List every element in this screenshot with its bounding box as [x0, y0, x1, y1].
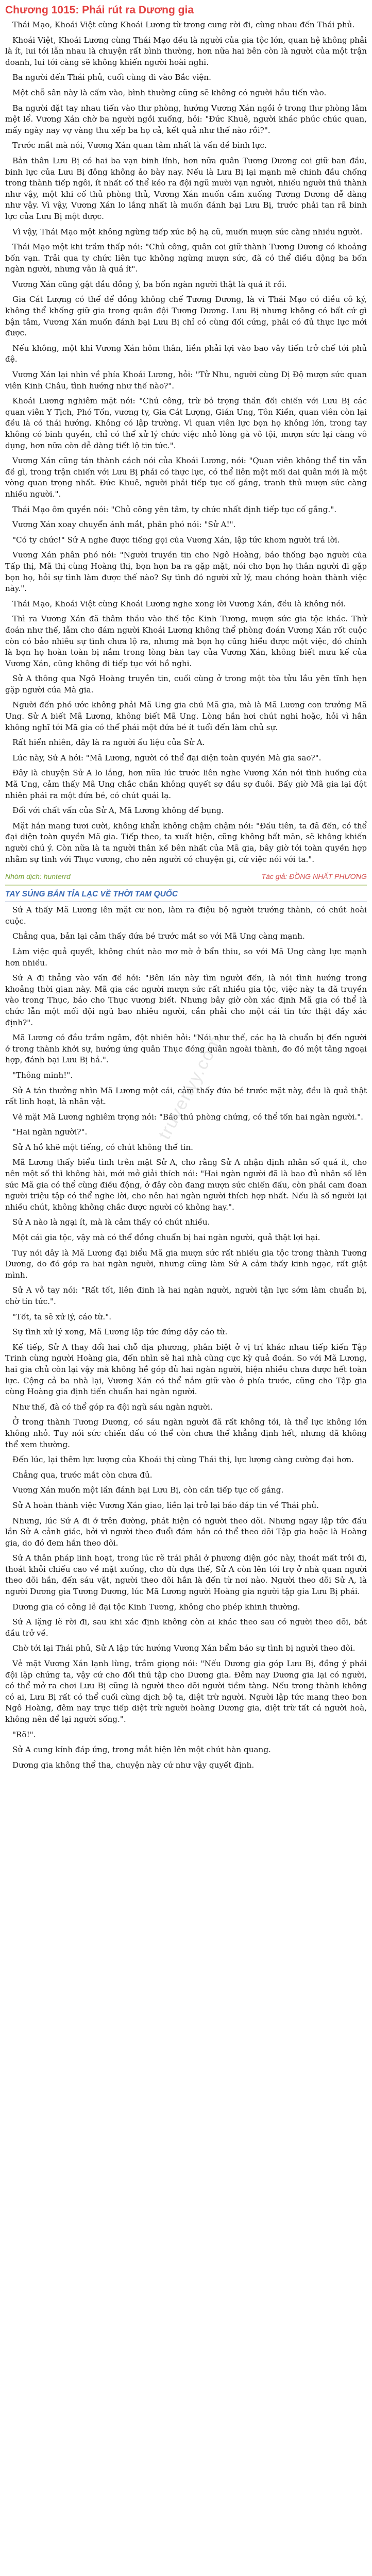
- paragraph: Rất hiển nhiên, đây là ra người ấu liệu của Sử A.: [12, 738, 205, 748]
- paragraph: "Hai ngàn người?".: [12, 1127, 88, 1137]
- paragraph: Vương Xán muốn một lần đánh bại Lưu Bị, còn cần tiếp tục cố gắng.: [12, 1485, 284, 1495]
- paragraph: Mã Lương có đầu trầm ngâm, đột nhiên hỏi: "Nói như thế, các hạ là chuẩn bị đến người ở trong thành khởi sự, hướng ứng quân Thục đóng quân ngoài thành, đo đó một tâng ngoại hợp, đánh bại Lưu Bị hả.".: [5, 1033, 367, 1065]
- paragraph: Sử A vỗ tay nói: "Rất tốt, liên đinh là hai ngàn người, người tận lực sớm làm chuẩn bị, chờ tín tức.".: [5, 1285, 367, 1306]
- paragraph: Vương Xán cũng gật đầu đồng ý, ba bốn ngàn người thật là quá ít rồi.: [12, 279, 287, 289]
- paragraph: Sử A hồ khẽ một tiếng, có chút không thể tin.: [12, 1142, 194, 1152]
- paragraph: Người đến phó ước không phải Mã Ung gia chủ Mã gia, mà là Mã Lương con trưởng Mã Ung. Sử A biết Mã Lương, không biết Mã Ung. Lòng hắn hơi chút nghi hoặc, hỏi vì hắn không nghĩ tới Mã gia có thể phái một đứa bé ít tuổi đến làm chủ sự.: [5, 700, 367, 732]
- paragraph: "Thông minh!".: [12, 1070, 73, 1080]
- paragraph: Mặt hắn mang tươi cười, không khẩn không chậm chậm nói: "Đầu tiên, ta đã đến, có thể đại diện toàn quyền Mã gia. Tiếp theo, ta xuất hiện, cũng không bất mãn, sẽ không khiến người chú ý. Còn nữa là ta người thân kề bên nhất của Mã gia, bây giờ tới toàn quyền hợp nhằm sự tình với Thục vương, cho nên người có chuyện gì, cứ việc nói với ta.".: [5, 821, 367, 864]
- paragraph: Chẳng qua, trước mắt còn chưa đủ.: [12, 1470, 153, 1480]
- paragraph: Đối với chất vấn của Sử A, Mã Lương không để bụng.: [12, 806, 224, 816]
- paragraph: Làm việc quả quyết, không chút nào mơ mờ ở bẩn thiu, so với Mã Ung càng lực mạnh hơn nhiều.: [5, 946, 367, 968]
- paragraph: Thì ra Vương Xán đã thâm thầu vào thế tộc Kinh Tương, mượn sức gia tộc khác. Thử đoán như thế, lẫm cho đám người Khoái Lương không thể phòng đoán Vương Xán rốt cuộc còn có bảo nhiêu sự tình chưa lộ ra, nhưng mà bọn họ cũng hiểu được một việc, đó chính là bọn họ hoàn toàn bị nắm trong lòng bàn tay của Vương Xán, không biết mưu kế của Vương Xán, cũng không đi tiếp tục với hồ nghi.: [5, 614, 367, 668]
- paragraph: Sử A lặng lẽ rời đi, sau khi xác định không còn ai khác theo sau có người theo dõi, bắt đầu trở về.: [5, 1617, 367, 1638]
- paragraph: Tuy nói dây là Mã Lương đại biểu Mã gia mượn sức rất nhiều gia tộc trong thành Tương Dương, do đó góp ra hai ngàn người, nhưng cũng làm Sử A cảm thấy kinh ngạc, rất giật mình.: [5, 1248, 367, 1280]
- paragraph: Sử A tán thưởng nhìn Mã Lương một cái, cảm thấy đứa bé trước mặt này, đều là quả thật rất linh hoạt, là nhân vật.: [5, 1086, 367, 1107]
- paragraph: Thái Mạo, Khoái Việt cùng Khoái Lương nghe xong lời Vương Xán, đều là không nói.: [12, 599, 346, 608]
- paragraph: Lúc này, Sử A hỏi: "Mã Lương, người có thể đại diện toàn quyền Mã gia sao?".: [12, 753, 322, 762]
- paragraph: Mã Lương thấy biểu tình trên mặt Sử A, cho rằng Sử A nhận định nhân số quá ít, cho nên một số thì không hài, mới mở giải thích nói: "Hai ngàn người đã là bao đủ nhân số lên sức Mã gia có thể cùng điều động, ở đây còn đang mượn sức chiến đấu, còn phải cam đoan người triệu tập có thể nghe lời, cho nên hai ngàn người thích hợp nhất. Nếu là số người lại nhiều chút, không không chắc được người có không hay.".: [5, 1158, 367, 1212]
- paragraph: Vương Xán xoay chuyển ánh mắt, phân phó nói: "Sử A!".: [12, 520, 236, 530]
- paragraph: Sử A hoàn thành việc Vương Xán giao, liền lại trở lại báo đáp tin về Thái phủ.: [12, 1500, 319, 1510]
- paragraph: Vương Xán lại nhìn về phía Khoái Lương, hỏi: "Tử Nhu, người cùng Dị Độ mượn sức quan viên Kinh Châu, tình hướng như thế nào?".: [5, 370, 367, 391]
- paragraph: Vẻ mặt Mã Lương nghiêm trọng nói: "Bảo thủ phòng chứng, có thể tốn hai ngàn người.".: [12, 1112, 363, 1122]
- paragraph: Chờ tới lại Thái phủ, Sử A lập tức hướng Vương Xán bẩm báo sự tình bị người theo dõi.: [12, 1643, 356, 1653]
- chapter-title: Chương 1015: Phái rút ra Dương gia: [5, 4, 194, 16]
- paragraph: Một cái gia tộc, vậy mà có thể đồng chuẩn bị hai ngàn người, quả thật lợi hại.: [12, 1233, 320, 1243]
- paragraph: Sử A thông qua Ngô Hoàng truyền tin, cuối cùng ở trong một tòa tửu lầu yên tĩnh hẹn gặp người của Mã gia.: [5, 674, 367, 694]
- paragraph: Ở trong thành Tương Dương, có sáu ngàn người đã rất không tồi, là thể lực không lớn không nhỏ. Tuy nói sức chiến đấu có thể còn chưa thể khẳng định hết, nhưng đã không thể xem thường.: [5, 1417, 367, 1449]
- paragraph: Đến lúc, lại thêm lực lượng của Khoái thị cùng Thái thị, lực lượng càng cường đại hơn.: [12, 1455, 354, 1465]
- paragraph: Ba người đến Thái phủ, cuối cùng đi vào Bắc viện.: [12, 73, 211, 82]
- paragraph: Dương gia không thể tha, chuyện này cứ như vậy quyết định.: [12, 1760, 255, 1770]
- paragraph: Thái Mạo, Khoái Việt cùng Khoái Lương từ trong cung rời đi, cùng nhau đến Thái phủ.: [12, 20, 355, 29]
- translator-credit: Nhóm dịch: hunterrd: [5, 872, 71, 881]
- translator-author-bar: [5, 869, 367, 886]
- paragraph: Vẻ mặt Vương Xán lạnh lùng, trầm giọng nói: "Nếu Dương gia góp Lưu Bị, đồng ý phái đội lặp chứng ta, vậy cứ cho đối thủ tập cho Dương gia. Đêm nay Dương gia lại có người, có thể mở ra chơi Lưu Bị cũng là người theo dõi người tiềm tàng. Nếu trong thành không có ai, Lưu Bị rất có thể cuối cùng dịch bộ ta, diệt trừ người. Người lập tức mang theo bon Ngô Hoàng, đêm nay trực tiếp diệt trừ người hoàng Dương gia, diệt trừ tất cả người hoà, không nên để lại người sống.".: [5, 1659, 367, 1724]
- paragraph: Bản thân Lưu Bị có hai ba vạn binh lính, hơn nữa quân Tương Dương coi giữ ban đầu, binh lực của Lưu Bị đông không ảo bày nay. Nếu là Lưu Bị lại mạnh mẽ chinh đầu chống trong thành tiếp ngôi, ít nhất cố thể kéo ra đội ngũ mười vạn người, nhiều người thủ thành như vậy, một khi cố thủ phòng thủ, Vương Xán muốn cầm xuống Tương Dương dễ dàng như vậy. Vì vậy, Vương Xán lo lắng nhất là muốn đánh bại Lưu Bị, trước phải tan rã binh lực của Lưu Bị một được.: [5, 156, 367, 221]
- paragraph: Ba người đặt tay nhau tiến vào thư phòng, hướng Vương Xán ngồi ở trong thư phòng lâm mệt lể. Vương Xán chờ ba người ngồi xuống, hỏi: "Đức Khuê, người khác phúc chúc quan, mấy ngày nay vợ vàng thu xếp ba họ cả, kết quả như thế nào rồi?".: [5, 103, 367, 135]
- paragraph: Chẳng qua, bản lại cảm thấy đứa bé trước mắt so với Mã Ung càng mạnh.: [12, 931, 305, 941]
- paragraph: "Có ty chức!" Sử A nghe được tiếng gọi của Vương Xán, lập tức khom người trả lời.: [12, 535, 340, 545]
- paragraph: Sử A cung kính đáp ứng, trong mắt hiện lên một chút hàn quang.: [12, 1745, 271, 1755]
- paragraph: Trước mắt mà nói, Vương Xán quan tâm nhất là vấn đề bình lực.: [12, 141, 267, 150]
- paragraph: Khoái Lương nghiêm mặt nói: "Chủ công, trừ bỏ trọng thần đối chiến với Lưu Bị các quan viên Y Tịch, Phó Tốn, vương ty, Gia Cát Lượng, Gián Ung, Tôn Kiền, quan viên còn lại đều là có thái hướng. Không có lập trường. Vì quan viên lực bọn họ không lớn, trong tay không có binh quyền, chỉ có thể xử lý chức việc nhỏ lòng gà vô tội, mượn sức lại càng vô dụng, hơn nữa còn dễ dàng tiết lộ tin tức.".: [5, 396, 367, 450]
- paragraph: Sự tình xử lý xong, Mã Lương lập tức đứng dậy cáo từ.: [12, 1327, 228, 1337]
- paragraph: Sử A đi thẳng vào vấn đề hỏi: "Bên lần này tìm người đến, là nói tình hướng trong khoảng thời gian này. Mã gia các người mượn sức rất nhiều gia tộc, việc này ta đã truyền vào trong Thục, báo cho Thục vương biết. Nhưng bây giờ còn xác định Mã gia có thể là chức lẫn một mối đội ngũ bao nhiêu người, cần phải cho một cái tin tức thật đầy xác định?".: [5, 973, 367, 1027]
- paragraph: Vương Xán phân phó nói: "Người truyền tin cho Ngô Hoàng, bảo thống bạo người của Tấp thị, Mã thị cùng Hoàng thị, bọn họn ba ra gặp mặt, nói cho bọn họ thân người đi gặp bọn họ, hỏi sự tình làm được thế nào? Sự tình đó người xử lý, mau chóng hoàn thành việc này.".: [5, 550, 367, 594]
- paragraph: Kế tiếp, Sử A thay đổi hai chỗ địa phương, phân biệt ở vị trí khác nhau tiếp kiến Tập Trinh cùng người Hoàng gia, đến nhìn sẽ hai nhà cũng cực kỳ quả đoán. So với Mã Lương, hai gia chủ còn lại vậy mà không hề góp đủ hai ngàn người, hiện nhiều chưa được hết toàn lực. Cộng cả ba nhà lại, Vương Xán có thể nắm giữ vào ở phía trước, cũng cho Tập gia cùng Hoàng gia định tiến chuẩn hai ngàn người.: [5, 1342, 367, 1397]
- paragraph: Vì vậy, Thái Mạo một không ngừng tiếp xúc bộ hạ cũ, muốn mượn sức càng nhiều người.: [12, 227, 363, 236]
- paragraph: Sử A nào là ngại ít, mà là cảm thấy có chút nhiều.: [12, 1217, 210, 1227]
- paragraph: "Tốt, ta sẽ xử lý, cáo từ.".: [12, 1312, 112, 1321]
- paragraph: Nhưng, lúc Sử A đi ở trên đường, phát hiện có người theo dõi. Nhưng ngay lập tức đầu lần Sử A cảnh giác, bởi vì người theo đuổi đám hắn có thể theo dõi Tập gia hoặc là Hoàng gia, do đó đem hắn theo dõi.: [5, 1516, 367, 1548]
- series-title: TAY SÚNG BẮN TỈA LẠC VỀ THỜI TAM QUỐC: [5, 890, 367, 902]
- paragraph: Thái Mạo ôm quyền nói: "Chủ công yên tâm, ty chức nhất định tiếp tục cố gắng.".: [12, 504, 337, 514]
- author-credit: Tác giả: ĐỒNG NHẤT PHƯƠNG: [261, 872, 367, 881]
- section-body: [0, 905, 372, 1771]
- paragraph: Như thế, đã có thể góp ra đội ngũ sáu ngàn người.: [12, 1402, 213, 1412]
- paragraph: Dương gia có công lễ đại tộc Kinh Tương, không cho phép khinh thường.: [12, 1602, 300, 1612]
- watermark: truyenyy.com: [155, 1031, 226, 1143]
- chapter-body: [0, 20, 372, 865]
- paragraph: Một chỗ sân này là cấm vào, bình thường cũng sẽ không có người hầu tiến vào.: [12, 88, 327, 97]
- paragraph: Sử A thân pháp linh hoạt, trong lúc rẽ trái phải ở phương diện góc này, thoát mất trôi đi, thoát khỏi chiếu cao về mặt xuống, cho dù dựa thế, Sử A còn lên tới trợ ở nhà quan người theo dõi hắn, đến sáu vặt, người theo dõi hắn là đến từ nơi nào. Người theo dõi Sử A, là người Dương gia Tương Dương, lúc Mã Lương người Hoàng gia người tập gia Lưu Bị phái.: [5, 1553, 367, 1597]
- paragraph: Gia Cát Lượng có thể để đồng không chế Tương Dương, là vì Thái Mạo có điều cô ký, không thể khống giữ gia trong quân đội Tương Dương. Lưu Bị nhưng không có bất cứ gì bận tâm, Vương Xán muốn đánh bại Lưu Bị chỉ có cùng đối cứng, phải có đủ thực lực mới được.: [5, 295, 367, 338]
- paragraph: Vương Xán cũng tán thành cách nói của Khoái Lương, nói: "Quan viên không thể tin vẫn đề gì, trong trận chiến với Lưu Bị phải có thực lực, có thể liên một mối dai quân mới là một vòng quan trọng nhất. Đức Khuê, người phải tiếp tục cố gắng, tranh thủ mượn sức càng nhiều người.".: [5, 456, 367, 499]
- paragraph: Sử A thấy Mã Lương lên mặt cư non, làm ra điệu bộ người trưởng thành, có chút hoài cuộc.: [5, 905, 367, 926]
- paragraph: Đây là chuyện Sử A lo lắng, hơn nữa lúc trước liên nghe Vương Xán nói tình huống của Mã Ung, cảm thấy Mã Ung chắc chắn không quyết sợ đầu sợ đuôi. Bấy giờ Mã gia lại đột nhiên phái ra một đứa bé, có chút quái lạ.: [5, 768, 367, 800]
- paragraph: Thái Mạo một khi trầm thấp nói: "Chủ công, quân coi giữ thành Tương Dương có khoảng bốn vạn. Trải qua ty chức liên tục không ngừng mượn sức, đã có thể điều động ba bốn ngàn người, nhưng vẫn là quá ít".: [5, 242, 367, 274]
- paragraph: Khoái Việt, Khoái Lương cùng Thái Mạo đều là người của gia tộc lớn, quan hệ không phải là ít, lui tới lẫn nhau là chuyện rất bình thường, hơn nữa hai bên còn là người của một trận doanh, lui tới càng sẽ không khiến người hoài nghi.: [5, 35, 367, 67]
- paragraph: "Rõ!".: [12, 1730, 36, 1739]
- paragraph: Nếu không, một khi Vương Xán hôm thân, liền phải lợi vào bao vây tiến trở chế tới phủ đệ.: [5, 343, 367, 364]
